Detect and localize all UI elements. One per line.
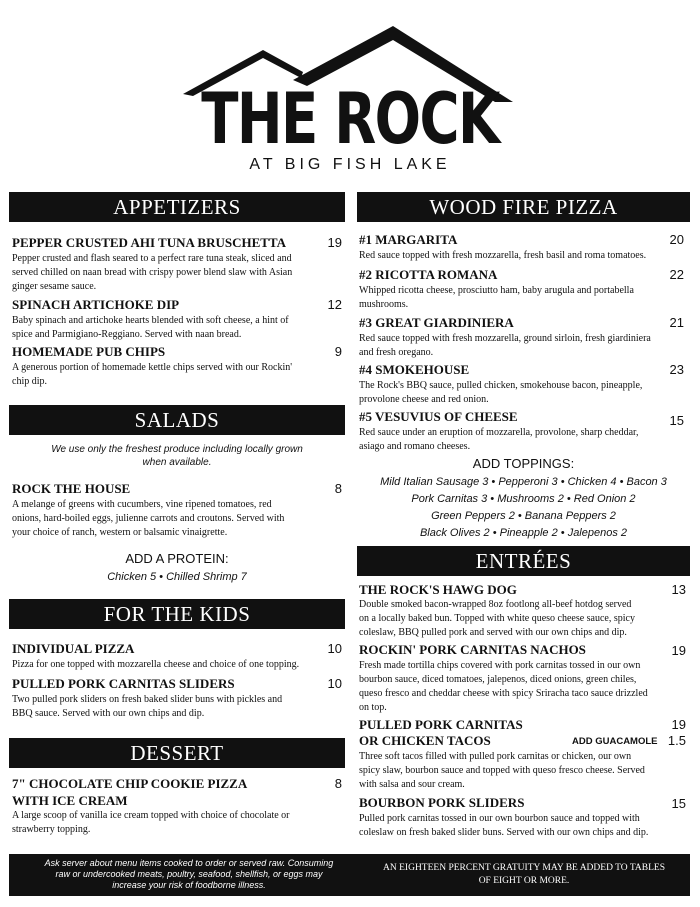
logo-title: THE ROCK xyxy=(201,78,499,160)
item-desc-line: Whipped ricotta cheese, prosciutto ham, baby arugula and portabella xyxy=(359,285,634,296)
item-desc-line: Red sauce under an eruption of mozzarella, provolone, sharp cheddar, xyxy=(359,427,639,438)
item-price: 8 xyxy=(334,776,342,791)
item-desc-line: served chilled on naan bread with crispy power blend slaw with Asian xyxy=(12,267,293,278)
dessert-heading: DESSERT xyxy=(9,738,345,768)
item-name: 7" CHOCOLATE CHIP COOKIE PIZZA xyxy=(12,776,248,791)
item-name: THE ROCK'S HAWG DOG xyxy=(359,582,517,597)
item-price: 21 xyxy=(669,315,684,330)
item-name: BOURBON PORK SLIDERS xyxy=(359,795,525,810)
item-price: 12 xyxy=(327,297,342,312)
item-desc-line: Baby spinach and artichoke hearts blended with soft cheese, a hint of xyxy=(12,315,289,326)
item-price: 23 xyxy=(669,362,684,377)
item-desc-line: with salsa and sour cream. xyxy=(359,779,465,790)
item-desc-line: on top. xyxy=(359,702,387,713)
item-desc-line: The Rock's BBQ sauce, pulled chicken, smokehouse bacon, pineapple, xyxy=(359,380,643,391)
item-desc-line: ginger sesame sauce. xyxy=(12,281,97,292)
entrees-heading: ENTRÉES xyxy=(357,546,690,576)
item-price: 19 xyxy=(671,717,686,732)
item-desc-line: bourbon sauce, diced tomatoes, jalepenos, diced onions, green chiles, xyxy=(359,674,637,685)
item-price: 19 xyxy=(671,643,686,658)
toppings-line: Black Olives 2 • Pineapple 2 • Jalepenos 2 xyxy=(419,527,628,539)
item-price: 13 xyxy=(671,582,686,597)
item-desc-line: Red sauce topped with fresh mozzarella, ground sirloin, fresh giardiniera xyxy=(359,333,651,344)
item-name: WITH ICE CREAM xyxy=(12,793,128,808)
item-name: ROCKIN' PORK CARNITAS NACHOS xyxy=(359,642,586,657)
item-desc-line: BBQ sauce. Served with our own chips and dip. xyxy=(12,708,205,719)
salads-note: when available. xyxy=(142,457,212,468)
kids-heading: FOR THE KIDS xyxy=(9,599,345,629)
item-price: 10 xyxy=(327,641,342,656)
protein-options: Chicken 5 • Chilled Shrimp 7 xyxy=(107,571,247,583)
item-name: OR CHICKEN TACOS xyxy=(359,733,491,748)
item-desc-line: asiago and romano cheeses. xyxy=(359,441,471,452)
item-price: 20 xyxy=(669,232,684,247)
item-desc-line: A generous portion of homemade kettle chips served with our Rockin' xyxy=(12,362,293,373)
item-desc-line: Red sauce topped with fresh mozzarella, fresh basil and roma tomatoes. xyxy=(359,250,647,261)
item-price: 19 xyxy=(327,235,342,250)
toppings-line: Pork Carnitas 3 • Mushrooms 2 • Red Onion 2 xyxy=(411,493,636,505)
item-desc-line: A melange of greens with cucumbers, vine ripened tomatoes, red xyxy=(12,499,272,510)
item-desc-line: onions, hard-boiled eggs, julienne carrots and croutons. Served with xyxy=(12,513,285,524)
gratuity-notice-line: AN EIGHTEEN PERCENT GRATUITY MAY BE ADDED TO TABLES xyxy=(383,863,665,873)
addon-price: 1.5 xyxy=(667,733,686,748)
item-price: 10 xyxy=(327,676,342,691)
item-desc-line: Two pulled pork sliders on fresh baked slider buns with pickles and xyxy=(12,694,283,705)
toppings-heading: ADD TOPPINGS: xyxy=(472,456,575,471)
item-name: #5 VESUVIUS OF CHEESE xyxy=(359,409,518,424)
item-price: 15 xyxy=(669,413,684,428)
item-desc-line: Pulled pork carnitas tossed in our own bourbon sauce and topped with xyxy=(359,813,640,824)
gratuity-notice-line: OF EIGHT OR MORE. xyxy=(478,876,570,886)
item-name: #1 MARGARITA xyxy=(359,232,458,247)
item-name: PULLED PORK CARNITAS xyxy=(359,717,523,732)
item-name: PULLED PORK CARNITAS SLIDERS xyxy=(12,676,235,691)
appetizers-heading: APPETIZERS xyxy=(9,192,345,222)
item-name: HOMEMADE PUB CHIPS xyxy=(12,344,166,359)
item-name: INDIVIDUAL PIZZA xyxy=(12,641,135,656)
item-desc-line: your choice of ranch, western or balsamic vinaigrette. xyxy=(12,527,228,538)
item-name: #3 GREAT GIARDINIERA xyxy=(359,315,514,330)
item-desc-line: and fresh oregano. xyxy=(359,347,434,358)
item-desc-line: on a locally baked bun. Topped with white queso cheese sauce, spicy xyxy=(359,613,635,624)
item-desc-line: coleslaw on fresh baked slider buns. Served with our own chips and dip. xyxy=(359,827,649,838)
item-desc-line: Pizza for one topped with mozzarella cheese and choice of one topping. xyxy=(12,659,300,670)
gratuity-notice xyxy=(369,862,679,888)
item-desc-line: chip dip. xyxy=(12,376,47,387)
item-desc-line: spice and Parmigiano-Reggiano. Served with naan bread. xyxy=(12,329,242,340)
item-desc-line: Pepper crusted and flash seared to a perfect rare tuna steak, sliced and xyxy=(12,253,292,264)
item-name: #4 SMOKEHOUSE xyxy=(359,362,470,377)
item-name: SPINACH ARTICHOKE DIP xyxy=(12,297,180,312)
item-name: ROCK THE HOUSE xyxy=(12,481,131,496)
protein-heading: ADD A PROTEIN: xyxy=(125,551,229,566)
item-price: 8 xyxy=(334,481,342,496)
item-desc-line: Three soft tacos filled with pulled pork carnitas or chicken, our own xyxy=(359,751,632,762)
item-desc-line: mushrooms. xyxy=(359,299,409,310)
salads-note: We use only the freshest produce including locally grown xyxy=(51,444,303,455)
item-desc-line: provolone cheese and red onion. xyxy=(359,394,489,405)
item-price: 15 xyxy=(671,796,686,811)
logo xyxy=(0,0,700,185)
allergy-notice-line: Ask server about menu items cooked to order or served raw. Consuming xyxy=(44,858,334,868)
toppings-line: Green Peppers 2 • Banana Peppers 2 xyxy=(431,510,616,522)
logo-subtitle: AT BIG FISH LAKE xyxy=(249,156,451,173)
item-desc-line: Double smoked bacon-wrapped 8oz footlong all-beef hotdog served xyxy=(359,599,632,610)
toppings-line: Mild Italian Sausage 3 • Pepperoni 3 • Chicken 4 • Bacon 3 xyxy=(380,476,667,488)
item-name: #2 RICOTTA ROMANA xyxy=(359,267,498,282)
pizza-heading: WOOD FIRE PIZZA xyxy=(357,192,690,222)
allergy-notice xyxy=(19,858,359,891)
addon-label: ADD GUACAMOLE xyxy=(572,736,658,747)
allergy-notice-line: increase your risk of foodborne illness. xyxy=(112,880,266,890)
item-price: 22 xyxy=(669,267,684,282)
item-desc-line: coleslaw, BBQ pulled pork and served with our own chips and dip. xyxy=(359,627,627,638)
item-desc-line: Fresh made tortilla chips covered with pork carnitas tossed in our own xyxy=(359,660,641,671)
footer xyxy=(9,854,690,896)
allergy-notice-line: raw or undercooked meats, poultry, seafood, shellfish, or eggs may xyxy=(55,869,323,879)
item-desc-line: spicy slaw, bourbon sauce and topped with queso fresco cheese. Served xyxy=(359,765,645,776)
item-desc-line: strawberry topping. xyxy=(12,824,91,835)
salads-heading: SALADS xyxy=(9,405,345,435)
item-desc-line: A large scoop of vanilla ice cream topped with choice of chocolate or xyxy=(12,810,290,821)
item-desc-line: queso fresco and cheddar cheese with spicy Sriracha taco sauce drizzled xyxy=(359,688,648,699)
item-price: 9 xyxy=(334,344,342,359)
item-name: PEPPER CRUSTED AHI TUNA BRUSCHETTA xyxy=(12,235,287,250)
